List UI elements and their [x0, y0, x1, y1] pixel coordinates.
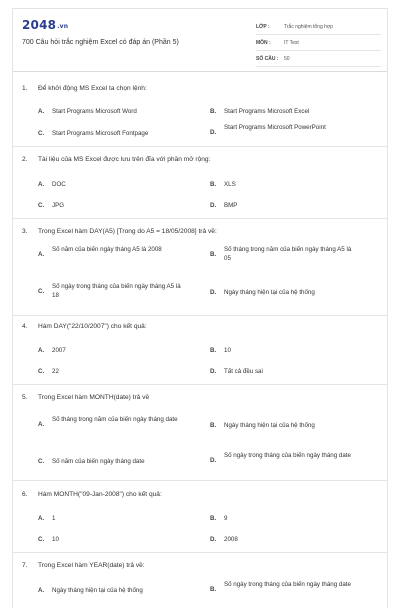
option-a[interactable]: [38, 514, 183, 523]
meta-value: IT Test: [284, 39, 299, 46]
option-letter: A.: [38, 421, 45, 428]
option-letter: D.: [210, 457, 217, 464]
option-letter: A.: [38, 515, 45, 522]
meta-value: 50: [284, 55, 290, 62]
divider: [13, 146, 387, 147]
option-text: Start Programs Microsoft Excel: [224, 108, 310, 115]
meta-key: SỐ CÂU :: [256, 55, 279, 62]
option-text: Số ngày trong tháng của biến ngày tháng A5 là 18: [52, 283, 181, 299]
divider: [13, 480, 387, 481]
option-letter: C.: [38, 130, 45, 137]
option-text: DOC: [52, 181, 66, 188]
question-text: [22, 490, 372, 499]
option-c[interactable]: [38, 282, 183, 300]
question-label: Hàm MONTH("09-Jan-2008") cho kết quả:: [38, 491, 162, 498]
option-letter: B.: [210, 422, 217, 429]
logo-text: 2048: [22, 18, 57, 32]
option-text: Số năm của biến ngày tháng date: [52, 458, 145, 465]
option-c[interactable]: [38, 367, 183, 376]
option-letter: C.: [38, 368, 45, 375]
option-letter: D.: [210, 289, 217, 296]
option-letter: C.: [38, 202, 45, 209]
option-d[interactable]: [210, 367, 355, 376]
option-letter: A.: [38, 108, 45, 115]
option-letter: B.: [210, 108, 217, 115]
page-title: 700 Câu hỏi trắc nghiệm Excel có đáp án (Phần 5): [22, 39, 179, 46]
question-number: 3.: [22, 228, 28, 235]
option-text: Tất cả đều sai: [224, 368, 263, 375]
option-letter: C.: [38, 458, 45, 465]
option-letter: D.: [210, 202, 217, 209]
option-text: XLS: [224, 181, 236, 188]
option-c[interactable]: [38, 129, 183, 138]
option-b[interactable]: [210, 107, 355, 116]
option-letter: A.: [38, 347, 45, 354]
option-c[interactable]: [38, 535, 183, 544]
divider: [13, 384, 387, 385]
question-7: [22, 561, 372, 570]
option-text: Ngày tháng hiện tại của hệ thống: [52, 587, 143, 594]
question-label: Trong Excel hàm DAY(A5) [Trong do A5 = 18/05/2008] trả về:: [38, 228, 217, 235]
option-text: JPG: [52, 202, 65, 209]
option-text: 22: [52, 368, 59, 375]
question-number: 7.: [22, 562, 28, 569]
option-text: 1: [52, 515, 56, 522]
option-d[interactable]: [210, 451, 355, 464]
question-number: 2.: [22, 156, 28, 163]
option-b[interactable]: [210, 245, 355, 263]
option-a[interactable]: [38, 107, 183, 116]
option-b[interactable]: [210, 421, 355, 430]
option-text: Số năm của biến ngày tháng A5 là 2008: [52, 246, 162, 253]
question-label: Để khởi động MS Excel ta chọn lệnh:: [38, 85, 147, 92]
page-header: [13, 9, 387, 72]
question-text: [22, 227, 372, 236]
question-text: [22, 561, 372, 570]
option-text: Số tháng trong năm của biến ngày tháng date: [52, 416, 178, 423]
option-b[interactable]: [210, 580, 355, 593]
option-d[interactable]: [210, 201, 355, 210]
logo-tld: .vn: [57, 23, 69, 30]
meta-table: [256, 19, 381, 67]
question-label: Trong Excel hàm YEAR(date) trả về:: [38, 562, 145, 569]
question-4: [22, 322, 372, 331]
option-a[interactable]: [38, 245, 183, 258]
option-b[interactable]: [210, 514, 355, 523]
option-letter: B.: [210, 515, 217, 522]
question-6: [22, 490, 372, 499]
option-text: 10: [52, 536, 59, 543]
option-text: 9: [224, 515, 228, 522]
option-a[interactable]: [38, 180, 183, 189]
meta-key: MÔN :: [256, 39, 271, 46]
option-text: Số ngày trong tháng của biến ngày tháng date: [224, 581, 351, 588]
option-letter: B.: [210, 347, 217, 354]
option-text: Ngày tháng hiện tại của hệ thống: [224, 289, 315, 296]
question-text: [22, 155, 372, 164]
meta-key: LỚP :: [256, 23, 270, 30]
option-letter: C.: [38, 288, 45, 295]
option-letter: B.: [210, 251, 217, 258]
option-letter: A.: [38, 181, 45, 188]
question-number: 4.: [22, 323, 28, 330]
option-text: Số tháng trong năm của biến ngày tháng A5 là 05: [224, 246, 352, 262]
option-d[interactable]: [210, 123, 355, 136]
question-number: 5.: [22, 394, 28, 401]
question-number: 6.: [22, 491, 28, 498]
option-text: 2008: [224, 536, 238, 543]
option-b[interactable]: [210, 180, 355, 189]
divider: [13, 315, 387, 316]
option-d[interactable]: [210, 535, 355, 544]
meta-row-count: [256, 51, 381, 67]
question-text: [22, 322, 372, 331]
question-text: [22, 393, 372, 402]
option-a[interactable]: [38, 415, 183, 428]
question-text: [22, 84, 372, 93]
divider: [13, 552, 387, 553]
option-letter: A.: [38, 587, 45, 594]
option-letter: B.: [210, 586, 217, 593]
option-letter: B.: [210, 181, 217, 188]
question-3: [22, 227, 372, 236]
option-c[interactable]: [38, 457, 183, 466]
question-label: Tài liệu của MS Excel được lưu trên đĩa với phần mở rộng:: [38, 156, 211, 163]
option-c[interactable]: [38, 201, 183, 210]
option-letter: D.: [210, 536, 217, 543]
option-text: Số ngày trong tháng của biến ngày tháng date: [224, 452, 351, 459]
option-d[interactable]: [210, 288, 355, 297]
question-1: [22, 84, 372, 93]
option-text: Start Programs Microsoft PowerPoint: [224, 124, 326, 131]
option-a[interactable]: [38, 586, 183, 595]
option-text: BMP: [224, 202, 238, 209]
option-a[interactable]: [38, 346, 183, 355]
question-5: [22, 393, 372, 402]
option-text: 2007: [52, 347, 66, 354]
meta-value: Trắc nghiệm tổng hợp: [284, 23, 333, 30]
meta-row-subject: [256, 35, 381, 51]
meta-row-class: [256, 19, 381, 35]
option-letter: D.: [210, 368, 217, 375]
option-text: Start Programs Microsoft Fontpage: [52, 130, 149, 137]
question-label: Hàm DAY("22/10/2007") cho kết quả:: [38, 323, 147, 330]
option-letter: D.: [210, 129, 217, 136]
option-b[interactable]: [210, 346, 355, 355]
option-text: 10: [224, 347, 231, 354]
option-letter: C.: [38, 536, 45, 543]
question-number: 1.: [22, 85, 28, 92]
site-logo[interactable]: [22, 18, 68, 32]
option-letter: A.: [38, 251, 45, 258]
option-text: Start Programs Microsoft Word: [52, 108, 137, 115]
option-text: Ngày tháng hiện tại của hệ thống: [224, 422, 315, 429]
question-label: Trong Excel hàm MONTH(date) trả về: [38, 394, 150, 401]
divider: [13, 218, 387, 219]
question-2: [22, 155, 372, 164]
